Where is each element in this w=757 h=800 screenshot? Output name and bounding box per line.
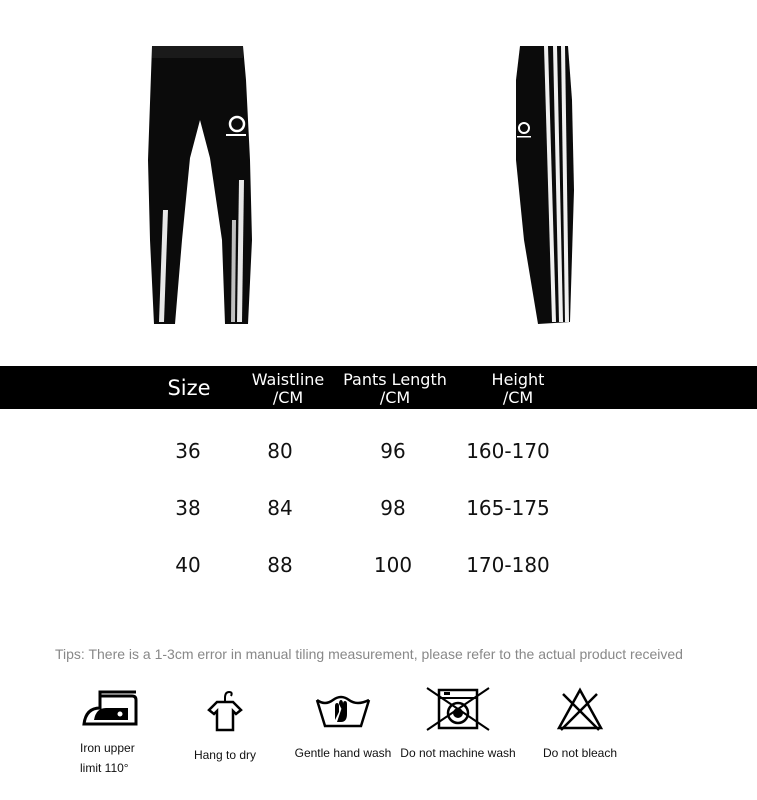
care-iron-label [80, 738, 146, 778]
pants-side-image [500, 40, 590, 330]
header-pants-length [340, 371, 450, 407]
care-iron-label-line1: Iron upper [80, 741, 135, 755]
table-row [0, 494, 757, 524]
height-cell: 165-175 [466, 496, 550, 520]
iron-icon [80, 686, 140, 732]
care-nomachine [398, 686, 518, 760]
care-iron [80, 686, 146, 778]
pants-length-cell: 98 [380, 496, 406, 520]
header-pants-length-unit: /CM [379, 388, 411, 407]
waistline-cell: 84 [267, 496, 293, 520]
height-cell: 160-170 [466, 439, 550, 463]
header-size: Size [167, 376, 211, 400]
pants-length-cell: 100 [373, 553, 413, 577]
hand-wash-icon [313, 686, 373, 732]
care-gentle [290, 686, 396, 760]
header-waistline-unit: /CM [272, 388, 304, 407]
measurement-tips: Tips: There is a 1-3cm error in manual tiling measurement, please refer to the actual product received [55, 646, 683, 662]
header-waistline [240, 371, 336, 407]
size-cell: 40 [175, 553, 201, 577]
care-iron-label-line2: limit 110° [80, 761, 129, 775]
header-height-unit: /CM [502, 388, 534, 407]
care-nobleach [535, 686, 625, 760]
care-hang [185, 686, 265, 762]
size-cell: 36 [175, 439, 201, 463]
waistline-cell: 80 [267, 439, 293, 463]
care-hang-label: Hang to dry [193, 748, 257, 762]
care-gentle-label: Gentle hand wash [294, 746, 392, 760]
header-height-line1: Height [491, 370, 545, 389]
waistline-cell: 88 [267, 553, 293, 577]
care-nobleach-label: Do not bleach [542, 746, 618, 760]
pants-front-image [140, 40, 260, 330]
header-height [470, 371, 566, 407]
header-pants-length-line1: Pants Length [343, 370, 447, 389]
size-table-header [0, 366, 757, 409]
pants-length-cell: 96 [380, 439, 406, 463]
size-cell: 38 [175, 496, 201, 520]
table-row [0, 551, 757, 581]
care-nomachine-label: Do not machine wash [400, 746, 516, 760]
no-bleach-icon [555, 686, 605, 732]
table-row [0, 437, 757, 467]
hanger-shirt-icon [203, 686, 247, 732]
no-machine-wash-icon [425, 686, 491, 732]
header-waistline-line1: Waistline [251, 370, 325, 389]
height-cell: 170-180 [466, 553, 550, 577]
